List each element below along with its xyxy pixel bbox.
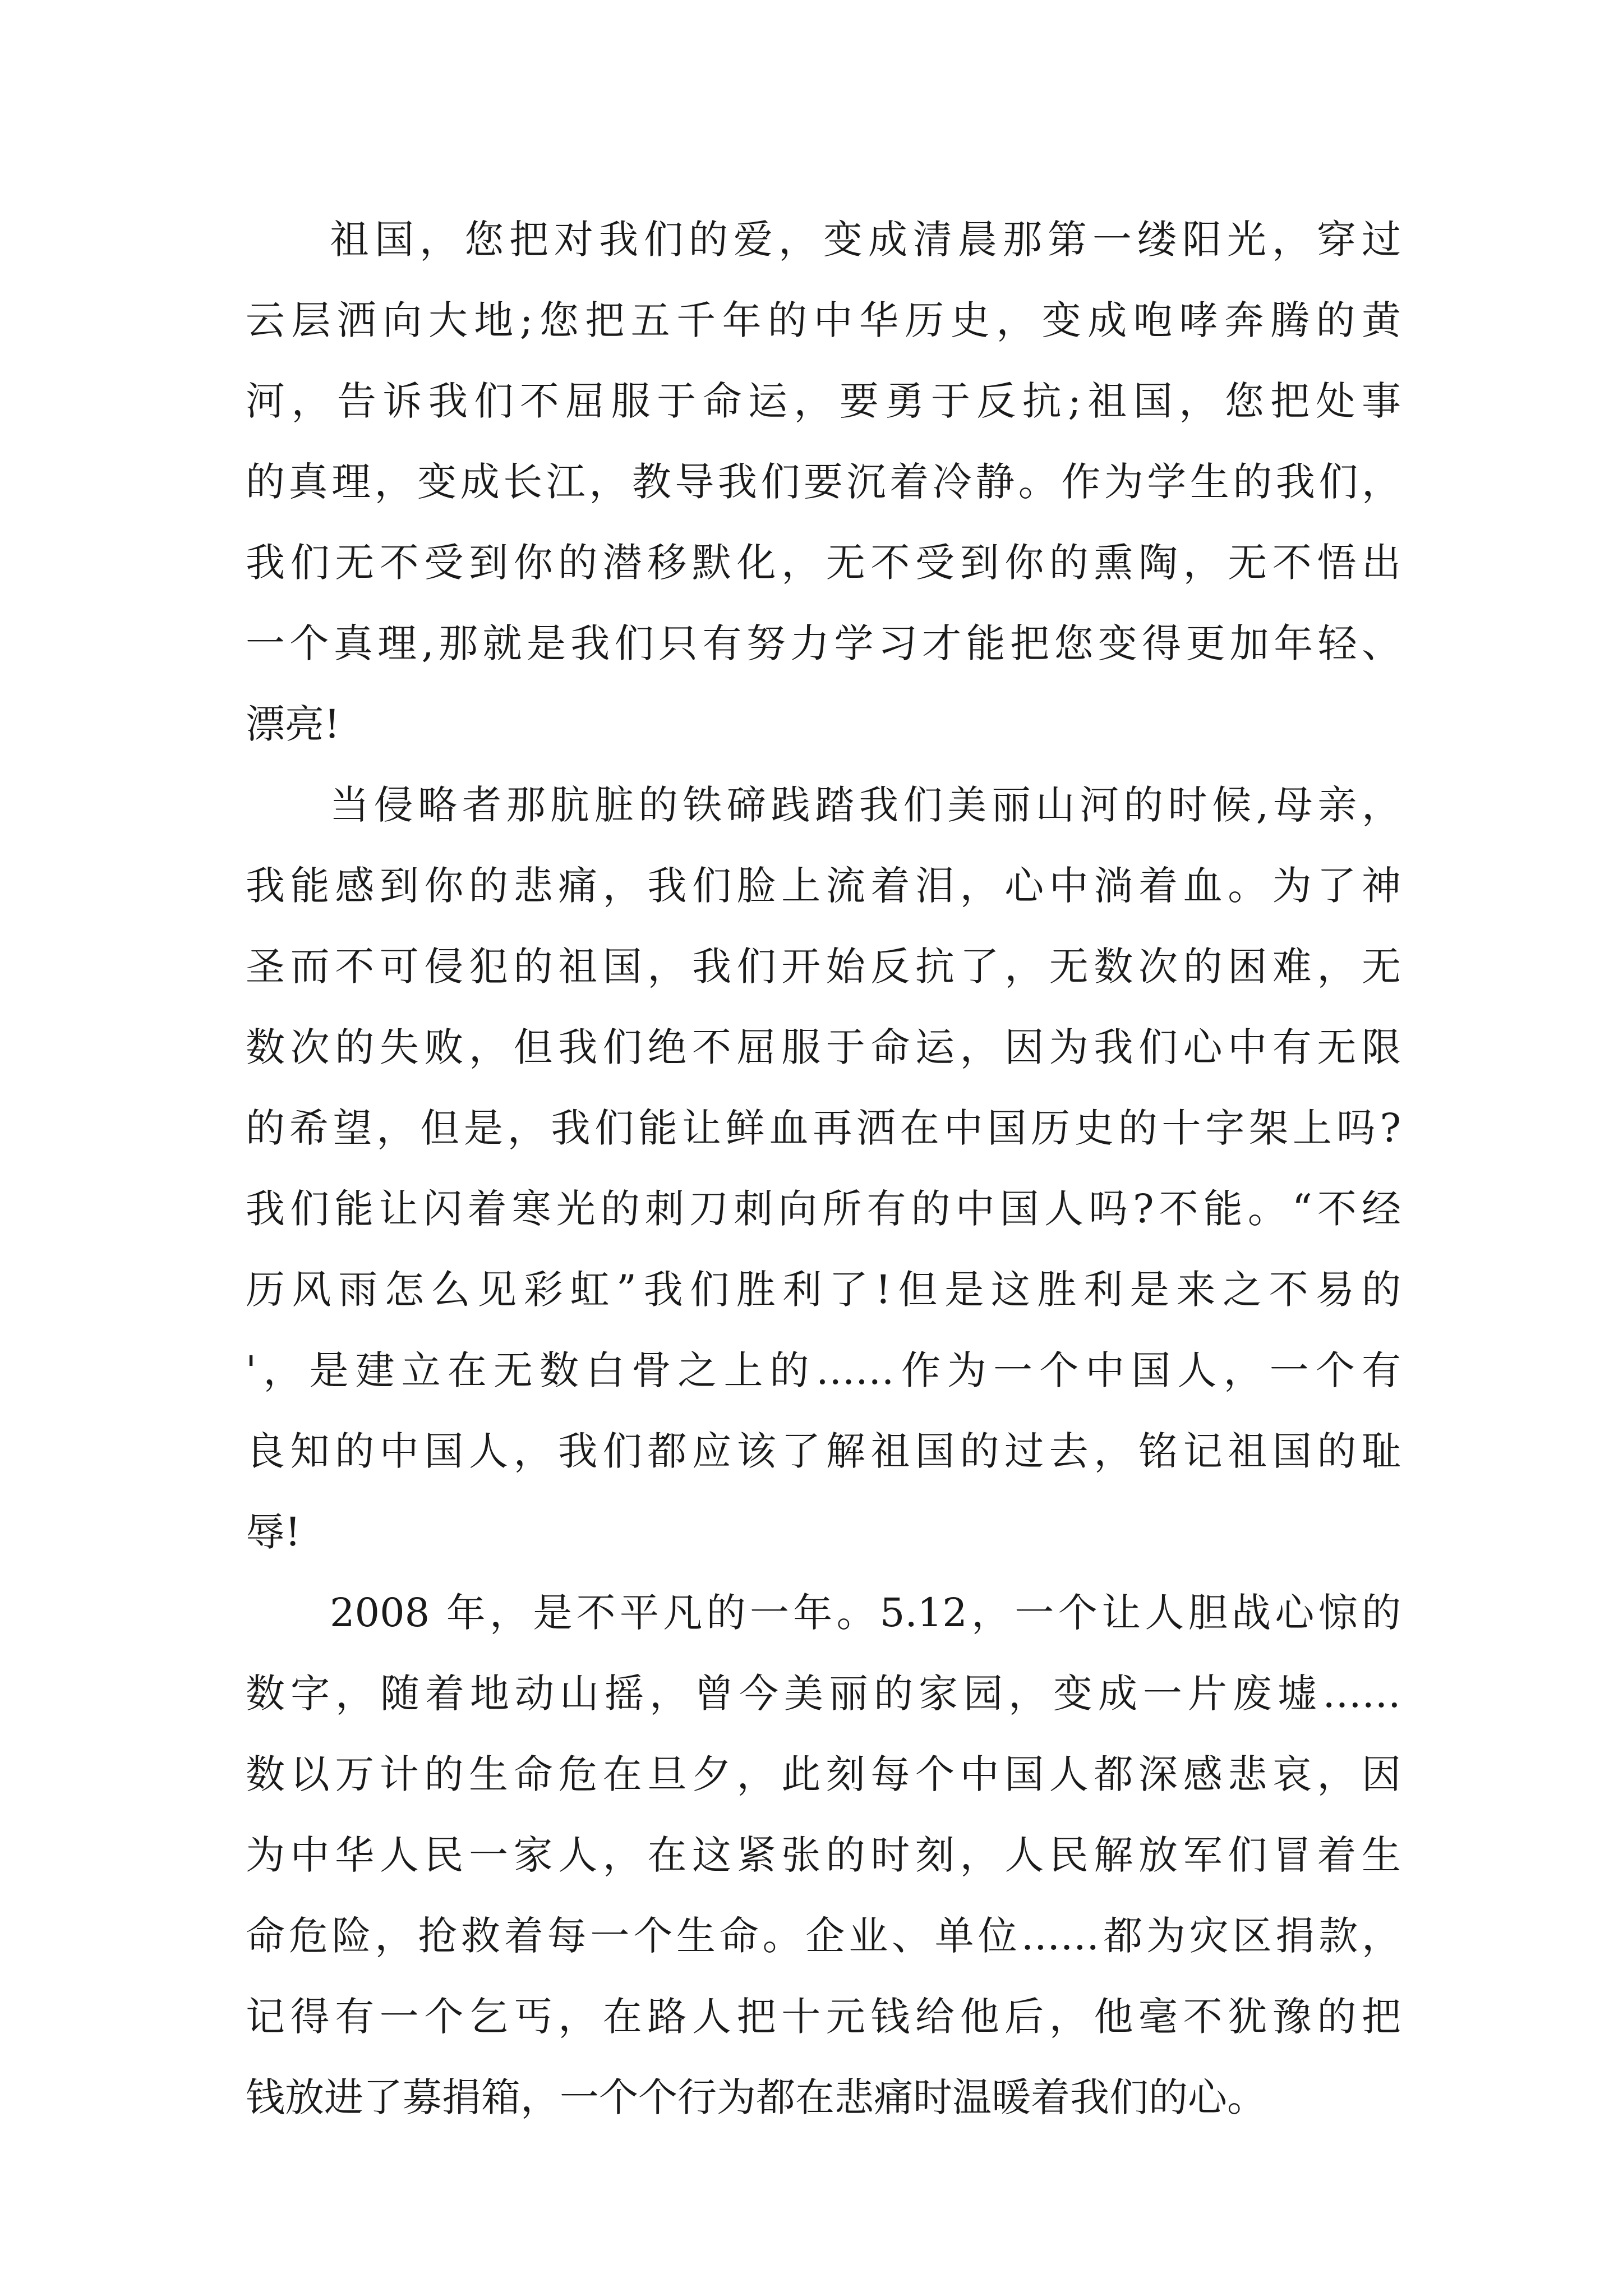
text-line: 一个真理,那就是我们只有努力学习才能把您变得更加年轻、 <box>246 620 1401 666</box>
text-line: 钱放进了募捐箱，一个个行为都在悲痛时温暖着我们的心。 <box>246 2074 1266 2120</box>
text-line: 历风雨怎么见彩虹”我们胜利了!但是这胜利是来之不易的 <box>246 1267 1401 1313</box>
text-line: 我们无不受到你的潜移默化，无不受到你的熏陶，无不悟出 <box>246 540 1401 586</box>
paragraph-2 <box>246 765 1401 1572</box>
text-line: 当侵略者那肮脏的铁碲践踏我们美丽山河的时候,母亲， <box>330 782 1401 828</box>
text-line: 2008 年，是不平凡的一年。5.12，一个让人胆战心惊的 <box>330 1590 1401 1636</box>
text-line: 的希望，但是，我们能让鲜血再洒在中国历史的十字架上吗? <box>246 1105 1401 1151</box>
text-line: 我能感到你的悲痛，我们脸上流着泪，心中淌着血。为了神 <box>246 863 1401 909</box>
text-line: 漂亮! <box>246 701 340 747</box>
text-line: 祖国，您把对我们的爱，变成清晨那第一缕阳光，穿过 <box>330 217 1401 263</box>
text-line: 圣而不可侵犯的祖国，我们开始反抗了，无数次的困难，无 <box>246 944 1401 990</box>
text-line: 河，告诉我们不屈服于命运，要勇于反抗;祖国，您把处事 <box>246 378 1401 424</box>
paragraph-1 <box>246 199 1401 765</box>
text-line: 数次的失败，但我们绝不屈服于命运，因为我们心中有无限 <box>246 1024 1401 1070</box>
text-line: 我们能让闪着寒光的刺刀刺向所有的中国人吗?不能。“不经 <box>246 1186 1401 1232</box>
text-line: '，是建立在无数白骨之上的……作为一个中国人，一个有 <box>246 1347 1401 1393</box>
text-line: 记得有一个乞丐，在路人把十元钱给他后，他毫不犹豫的把 <box>246 1994 1401 2040</box>
text-line: 的真理，变成长江，教导我们要沉着冷静。作为学生的我们， <box>246 459 1401 505</box>
text-line: 数以万计的生命危在旦夕，此刻每个中国人都深感悲哀，因 <box>246 1751 1401 1797</box>
paragraph-3 <box>246 1572 1401 2138</box>
text-line: 云层洒向大地;您把五千年的中华历史，变成咆哮奔腾的黄 <box>246 297 1401 343</box>
text-line: 命危险，抢救着每一个生命。企业、单位……都为灾区捐款， <box>246 1913 1401 1959</box>
text-line: 良知的中国人，我们都应该了解祖国的过去，铭记祖国的耻 <box>246 1428 1401 1474</box>
body-text <box>246 199 1401 2138</box>
text-line: 数字，随着地动山摇，曾今美丽的家园，变成一片废墟…… <box>246 1671 1401 1717</box>
text-line: 为中华人民一家人，在这紧张的时刻，人民解放军们冒着生 <box>246 1832 1401 1878</box>
text-line: 辱! <box>246 1509 301 1555</box>
